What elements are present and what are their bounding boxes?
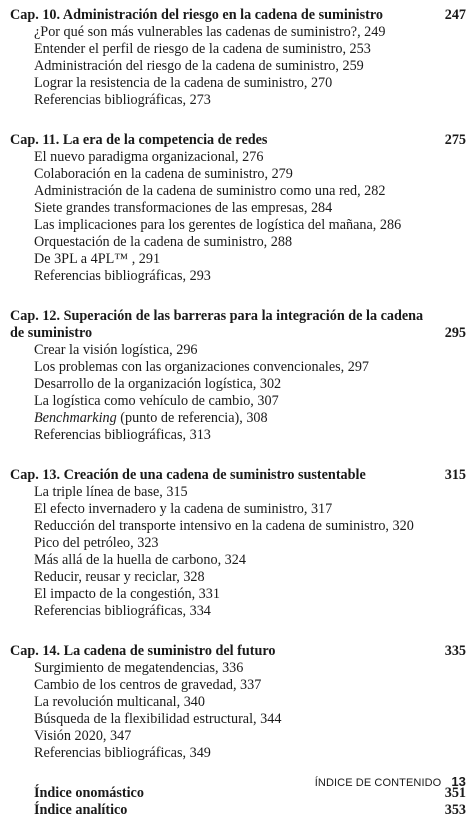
toc-entry: Referencias bibliográficas, 293	[34, 268, 211, 284]
chapter-page: 247	[444, 7, 466, 23]
toc-entry: Entender el perfil de riesgo de la cadena de suministro, 253	[34, 41, 371, 57]
chapter-title: Cap. 12. Superación de las barreras para la integración de la cadena de suministro	[10, 308, 424, 341]
toc-entry: El efecto invernadero y la cadena de suministro, 317	[34, 501, 333, 517]
chapter-page: 335	[444, 643, 466, 659]
chapter-title: Cap. 10. Administración del riesgo en la cadena de suministro	[10, 7, 383, 23]
toc-entry: Referencias bibliográficas, 334	[34, 603, 211, 619]
chapter-heading	[10, 132, 466, 149]
toc-entry: Las implicaciones para los gerentes de logística del mañana, 286	[34, 217, 402, 233]
toc-entry: Búsqueda de la flexibilidad estructural, 344	[34, 711, 282, 727]
chapter-title: Cap. 11. La era de la competencia de redes	[10, 132, 268, 148]
toc-entry: Pico del petróleo, 323	[34, 535, 159, 551]
toc-entry: Administración del riesgo de la cadena de suministro, 259	[34, 58, 364, 74]
chapter-12	[10, 308, 466, 444]
toc-entry: Lograr la resistencia de la cadena de suministro, 270	[34, 75, 333, 91]
toc-entry: Referencias bibliográficas, 273	[34, 92, 211, 108]
benchmarking-rest: (punto de referencia), 308	[116, 410, 268, 426]
toc-entry: La revolución multicanal, 340	[34, 694, 205, 710]
toc-entry: Cambio de los centros de gravedad, 337	[34, 677, 262, 693]
toc-entry: Crear la visión logística, 296	[34, 342, 198, 358]
chapter-heading	[10, 467, 466, 484]
chapter-10	[10, 7, 466, 109]
toc-entry: ¿Por qué son más vulnerables las cadenas de suministro?, 249	[34, 24, 386, 40]
toc-entry: La triple línea de base, 315	[34, 484, 188, 500]
index-page: 351	[444, 785, 466, 801]
toc-entry: Visión 2020, 347	[34, 728, 132, 744]
toc-entry: La logística como vehículo de cambio, 307	[34, 393, 279, 409]
toc-entry: Referencias bibliográficas, 349	[34, 745, 211, 761]
toc-entry: El impacto de la congestión, 331	[34, 586, 220, 602]
toc-entry: Orquestación de la cadena de suministro, 288	[34, 234, 293, 250]
chapter-14	[10, 643, 466, 762]
benchmarking-term: Benchmarking	[34, 410, 117, 426]
toc-entry: De 3PL a 4PL™ , 291	[34, 251, 161, 267]
index-label: Índice onomástico	[34, 785, 144, 801]
chapter-page: 295	[444, 325, 466, 341]
toc-entry: Reducción del transporte intensivo en la cadena de suministro, 320	[34, 518, 414, 534]
toc-entry: Más allá de la huella de carbono, 324	[34, 552, 246, 568]
footer-page-number: 13	[451, 774, 466, 789]
chapter-heading	[10, 308, 466, 342]
toc-entry: Reducir, reusar y reciclar, 328	[34, 569, 205, 585]
chapter-title: Cap. 13. Creación de una cadena de suministro sustentable	[10, 467, 366, 483]
chapter-13	[10, 467, 466, 620]
toc-entry: Administración de la cadena de suministro como una red, 282	[34, 183, 386, 199]
chapter-heading	[10, 643, 466, 660]
footer-section: ÍNDICE DE CONTENIDO	[314, 777, 442, 789]
index-label: Índice analítico	[34, 802, 128, 818]
index-section	[10, 785, 466, 819]
chapter-title: Cap. 14. La cadena de suministro del futuro	[10, 643, 276, 659]
toc-entry: Desarrollo de la organización logística, 302	[34, 376, 282, 392]
chapter-11	[10, 132, 466, 285]
page-footer	[315, 774, 466, 789]
toc-entry: Referencias bibliográficas, 313	[34, 427, 211, 443]
index-page: 353	[444, 802, 466, 818]
chapter-heading	[10, 7, 466, 24]
toc-entry: Los problemas con las organizaciones convencionales, 297	[34, 359, 370, 375]
table-of-contents	[10, 7, 466, 819]
chapter-page: 275	[444, 132, 466, 148]
chapter-page: 315	[444, 467, 466, 483]
toc-entry: Siete grandes transformaciones de las empresas, 284	[34, 200, 333, 216]
toc-entry: El nuevo paradigma organizacional, 276	[34, 149, 264, 165]
index-analitico	[10, 802, 466, 819]
toc-entry: Colaboración en la cadena de suministro, 279	[34, 166, 293, 182]
toc-entry	[10, 410, 466, 427]
toc-entry: Surgimiento de megatendencias, 336	[34, 660, 244, 676]
